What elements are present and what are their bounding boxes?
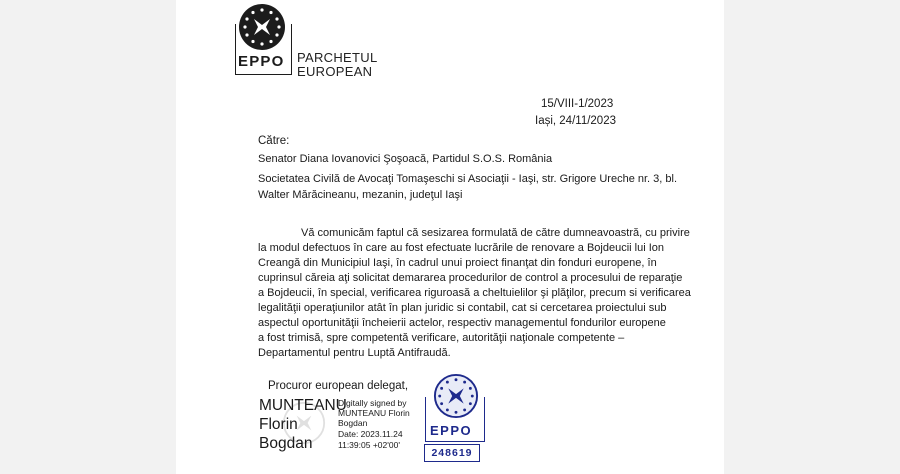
digital-signature-line: Bogdan [338,418,368,428]
body-line: Departamentul pentru Luptă Antifraudă. [258,347,451,359]
logo-text: EPPO [238,53,285,70]
body-line: legalităţii operaţiunilor atât în plan juridic si contabil, cat si cercetarea proiectului sub [258,302,667,314]
digital-signature-line: 11:39:05 +02'00' [338,440,400,450]
body-line: a Bojdeucii, în special, verificarea riguroasă a cheltuielilor şi plăţilor, precum si verificarea [258,287,691,299]
recipient-line: Senator Diana Iovanovici Şoşoacă, Partidul S.O.S. România [258,153,553,165]
body-line: Creangă din Municipiul Iaşi, în cadrul unui proiect finanţat din fonduri europene, în [258,257,657,269]
signatory-title: Procuror european delegat, [268,380,409,392]
body-line: cuprinsul căreia aţi solicitat demararea procedurilor de control a procesului de reparaţie [258,272,683,284]
body-line: Vă comunicăm faptul că sesizarea formulată de către dumneavoastră, cu privire [301,227,690,239]
stamp-text: EPPO [430,423,473,438]
recipient-line: Walter Mărăcineanu, mezanin, judeţul Iaşi [258,189,463,201]
org-name-line1: PARCHETUL [297,50,378,65]
signatory-name-line2: Florin [259,416,298,433]
recipient-line: Societatea Civilă de Avocaţi Tomaşeschi si Asociaţii - Iaşi, str. Grigore Ureche nr. 3, bl. [258,173,678,185]
recipients-label: Către: [258,135,290,147]
signatory-name-line3: Bogdan [259,435,313,452]
digital-signature-line: Digitally signed by [338,398,407,408]
stamp-number: 248619 [424,444,480,462]
body-line: aspectul oportunităţii încheierii actelor, respectiv managementul fondurilor europene [258,317,666,329]
signatory-name-line1: MUNTEANU [259,397,347,414]
eppo-logo-icon [238,3,286,51]
eppo-stamp-icon [433,373,479,419]
org-name-line2: EUROPEAN [297,64,373,79]
body-line: la modul defectuos în care au fost efectuate lucrările de renovare a Bojdeucii lui Ion [258,242,665,254]
digital-signature-line: MUNTEANU Florin [338,408,410,418]
place-date: Iași, 24/11/2023 [535,115,616,127]
reference-number: 15/VIII-1/2023 [541,98,614,110]
digital-signature-line: Date: 2023.11.24 [338,429,403,439]
body-line: a fost trimisă, spre competentă verificare, autorităţii naţionale competente – [258,332,625,344]
